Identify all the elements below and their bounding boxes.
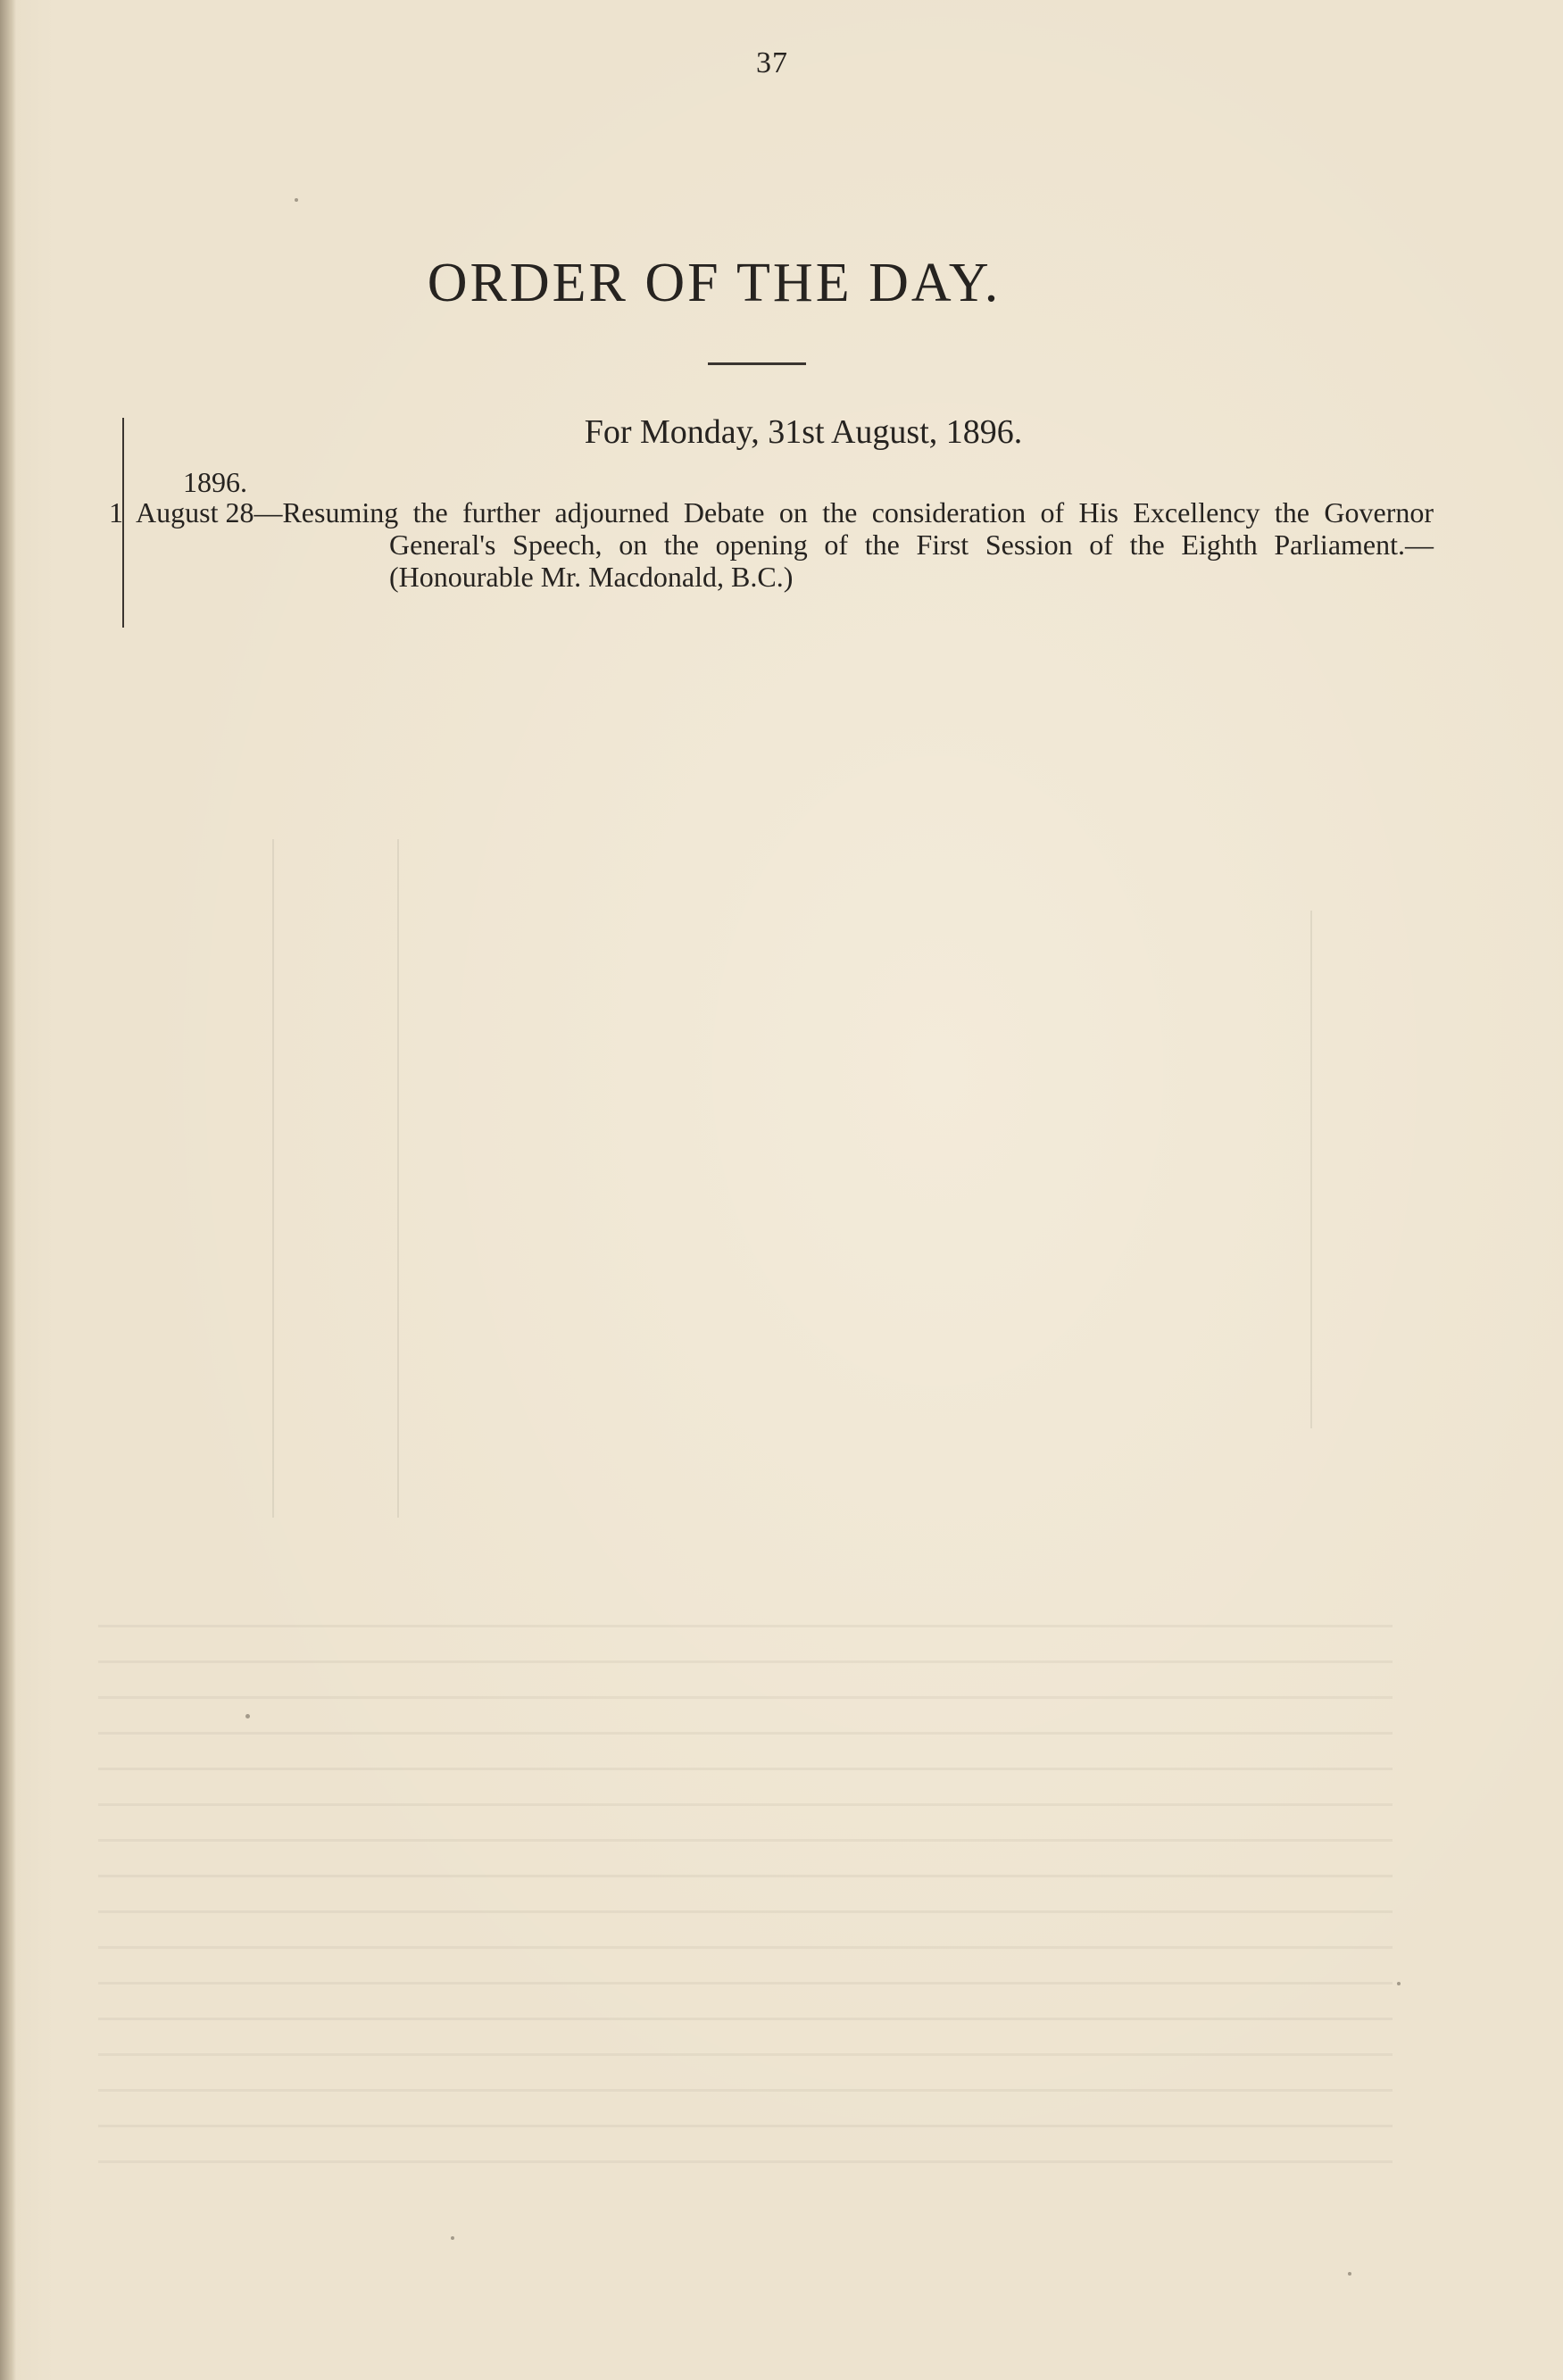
page-title: ORDER OF THE DAY. — [427, 253, 1002, 313]
item-date: August 28 — [136, 496, 254, 528]
item-text: —Resuming the further adjourned Debate on the consideration of His Excellency the Governor General's Speech, on the opening of the First Session of the Eighth Parliament.—(Honourable Mr. Macdonald, B.C.) — [254, 496, 1434, 593]
show-through-rule — [397, 839, 399, 1518]
show-through-rule — [272, 839, 274, 1518]
page-number: 37 — [756, 46, 788, 79]
sitting-date-heading: For Monday, 31st August, 1896. — [584, 413, 1023, 451]
paper-speck — [295, 198, 298, 202]
binding-gutter-shadow — [0, 0, 16, 2380]
paper-speck — [1348, 2272, 1351, 2276]
paper-speck — [451, 2236, 454, 2240]
show-through-rule — [1310, 911, 1312, 1428]
paper-speck — [245, 1714, 250, 1718]
show-through-lines — [98, 1625, 1393, 2196]
item-number: 1 — [109, 496, 123, 528]
title-divider — [708, 362, 806, 365]
year-label: 1896. — [183, 466, 247, 498]
paper-speck — [1397, 1982, 1401, 1985]
